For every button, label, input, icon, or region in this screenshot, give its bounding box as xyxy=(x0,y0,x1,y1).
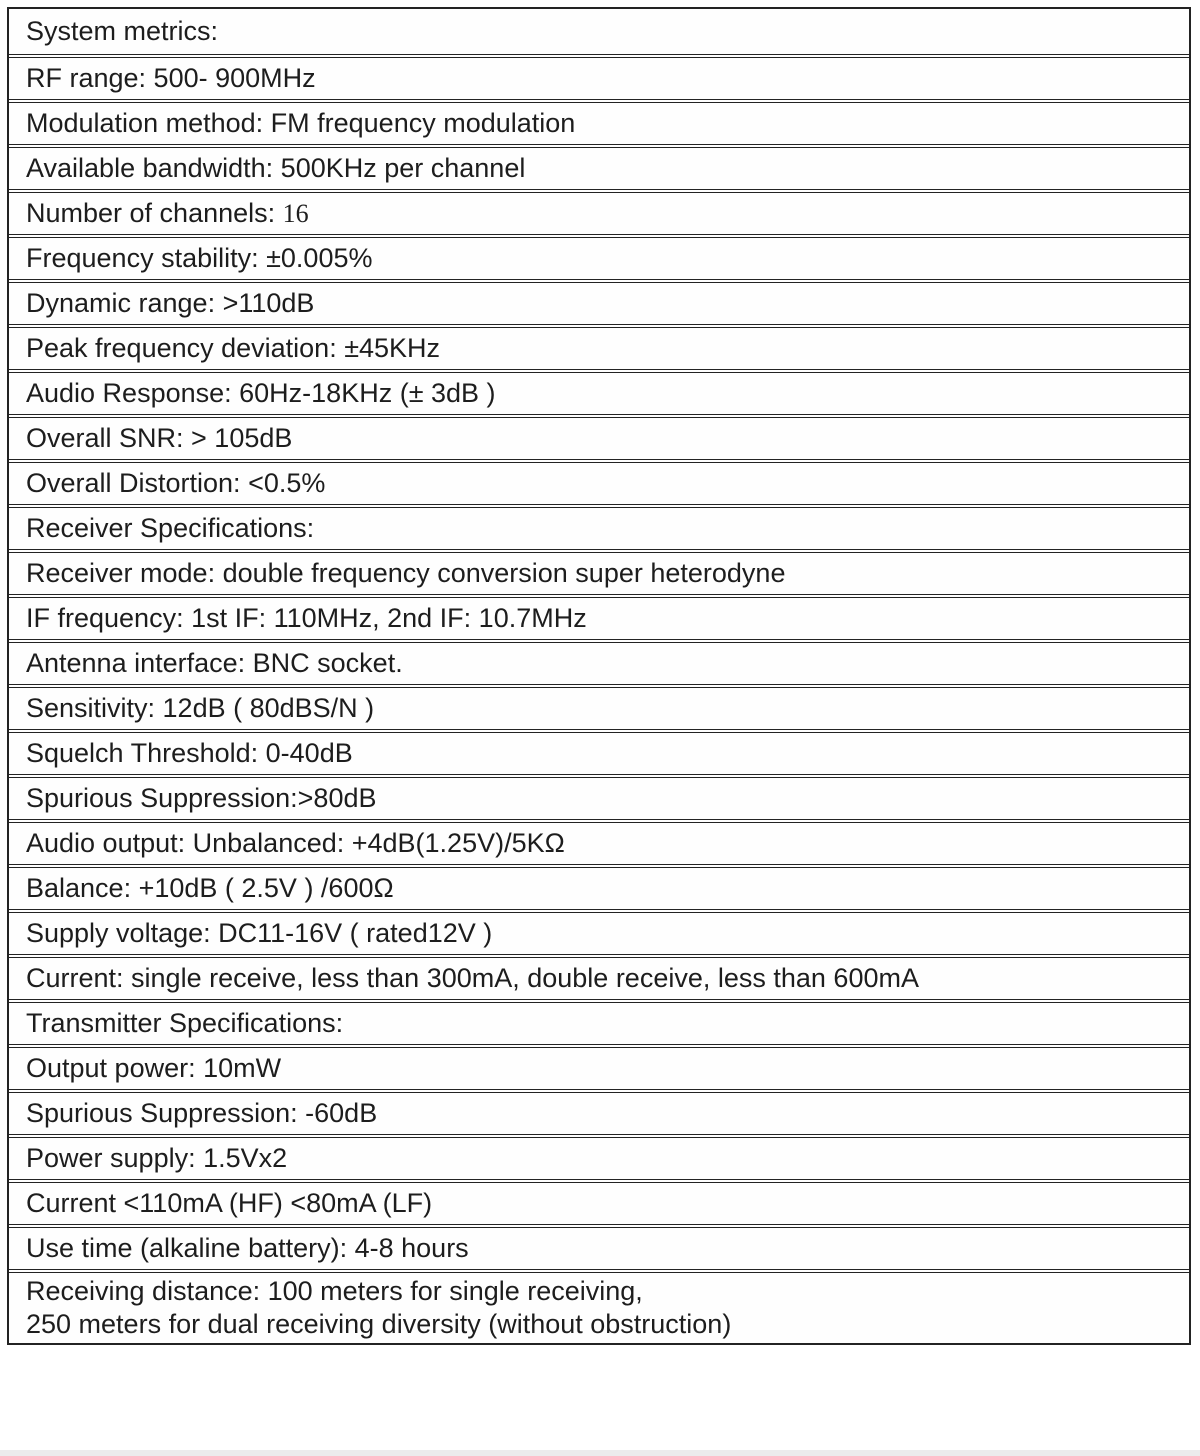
spec-text-line xyxy=(26,557,1177,590)
spec-text-segment: Frequency stability: ±0.005% xyxy=(26,243,373,273)
spec-text-line xyxy=(26,1232,1177,1265)
row-supply-voltage xyxy=(9,909,1189,954)
spec-text-segment: Receiver mode: double frequency conversion super heterodyne xyxy=(26,558,786,588)
spec-text-line xyxy=(26,152,1177,185)
spec-text-segment: Squelch Threshold: 0-40dB xyxy=(26,738,353,768)
row-transmitter-specifications xyxy=(9,999,1189,1044)
row-sensitivity xyxy=(9,684,1189,729)
spec-text-segment: Available bandwidth: 500KHz per channel xyxy=(26,153,526,183)
spec-text-segment: Balance: +10dB ( 2.5V ) /600Ω xyxy=(26,873,394,903)
row-current-transmitter xyxy=(9,1179,1189,1224)
spec-text-segment: IF frequency: 1st IF: 110MHz, 2nd IF: 10.7MHz xyxy=(26,603,587,633)
row-current-receiver xyxy=(9,954,1189,999)
spec-text-line xyxy=(26,1007,1177,1040)
row-spurious-suppression-rx xyxy=(9,774,1189,819)
spec-text-line xyxy=(26,647,1177,680)
row-overall-snr xyxy=(9,414,1189,459)
spec-text-segment: Spurious Suppression: -60dB xyxy=(26,1098,378,1128)
spec-text-line xyxy=(26,377,1177,410)
spec-text-segment: Modulation method: FM frequency modulation xyxy=(26,108,576,138)
row-number-of-channels xyxy=(9,189,1189,234)
spec-text-line xyxy=(26,1275,1177,1308)
spec-text-segment: Audio Response: 60Hz-18KHz (± 3dB ) xyxy=(26,378,496,408)
row-use-time xyxy=(9,1224,1189,1269)
row-antenna-interface xyxy=(9,639,1189,684)
row-overall-distortion xyxy=(9,459,1189,504)
row-audio-output xyxy=(9,819,1189,864)
spec-table xyxy=(7,7,1191,1345)
spec-text-segment: Current <110mA (HF) <80mA (LF) xyxy=(26,1188,433,1218)
row-receiver-mode xyxy=(9,549,1189,594)
spec-text-line xyxy=(26,872,1177,905)
row-frequency-stability xyxy=(9,234,1189,279)
spec-text-line xyxy=(26,287,1177,320)
row-power-supply xyxy=(9,1134,1189,1179)
spec-text-line xyxy=(26,962,1177,995)
spec-text-segment: Sensitivity: 12dB ( 80dBS/N ) xyxy=(26,693,375,723)
spec-text-line xyxy=(26,1142,1177,1175)
spec-text-segment: Power supply: 1.5Vx2 xyxy=(26,1143,288,1173)
row-available-bandwidth xyxy=(9,144,1189,189)
spec-text-line xyxy=(26,422,1177,455)
row-balance xyxy=(9,864,1189,909)
spec-text-segment: Spurious Suppression:>80dB xyxy=(26,783,377,813)
spec-text-line xyxy=(26,62,1177,95)
spec-text-line xyxy=(26,15,1177,48)
spec-text-segment: Overall Distortion: <0.5% xyxy=(26,468,326,498)
spec-text-segment: 250 meters for dual receiving diversity (without obstruction) xyxy=(26,1309,732,1339)
spec-text-line xyxy=(26,197,1177,230)
spec-text-line xyxy=(26,1097,1177,1130)
spec-text-line xyxy=(26,737,1177,770)
spec-text-segment: Use time (alkaline battery): 4-8 hours xyxy=(26,1233,469,1263)
row-rf-range xyxy=(9,54,1189,99)
row-receiver-specifications xyxy=(9,504,1189,549)
spec-text-line xyxy=(26,332,1177,365)
spec-text-line xyxy=(26,242,1177,275)
spec-text-segment: Transmitter Specifications: xyxy=(26,1008,344,1038)
row-audio-response xyxy=(9,369,1189,414)
spec-text-segment: Current: single receive, less than 300mA, double receive, less than 600mA xyxy=(26,963,919,993)
row-squelch-threshold xyxy=(9,729,1189,774)
spec-text-line xyxy=(26,692,1177,725)
spec-value-serif: 16 xyxy=(282,199,309,228)
row-receiving-distance xyxy=(9,1269,1189,1343)
row-spurious-suppression-tx xyxy=(9,1089,1189,1134)
row-if-frequency xyxy=(9,594,1189,639)
spec-text-line xyxy=(26,512,1177,545)
spec-text-line xyxy=(26,467,1177,500)
spec-text-line xyxy=(26,1052,1177,1085)
spec-text-line xyxy=(26,782,1177,815)
spec-text-line xyxy=(26,827,1177,860)
spec-text-line xyxy=(26,107,1177,140)
row-output-power xyxy=(9,1044,1189,1089)
spec-text-segment: Receiving distance: 100 meters for single receiving, xyxy=(26,1276,643,1306)
spec-text-segment: RF range: 500- 900MHz xyxy=(26,63,316,93)
spec-text-segment: Overall SNR: > 105dB xyxy=(26,423,293,453)
row-modulation-method xyxy=(9,99,1189,144)
spec-text-segment: Dynamic range: >110dB xyxy=(26,288,315,318)
spec-text-segment: System metrics: xyxy=(26,16,219,46)
spec-text-segment: Receiver Specifications: xyxy=(26,513,315,543)
spec-text-segment: Audio output: Unbalanced: +4dB(1.25V)/5KΩ xyxy=(26,828,565,858)
row-dynamic-range xyxy=(9,279,1189,324)
spec-text-segment: Number of channels: xyxy=(26,198,283,228)
row-system-metrics xyxy=(9,9,1189,54)
row-peak-frequency-deviation xyxy=(9,324,1189,369)
spec-text-segment: Supply voltage: DC11-16V ( rated12V ) xyxy=(26,918,493,948)
spec-text-segment: Peak frequency deviation: ±45KHz xyxy=(26,333,441,363)
spec-text-line xyxy=(26,1308,1177,1341)
scan-edge-strip xyxy=(0,1450,1200,1456)
spec-text-line xyxy=(26,602,1177,635)
spec-text-line xyxy=(26,917,1177,950)
spec-text-segment: Antenna interface: BNC socket. xyxy=(26,648,403,678)
spec-text-segment: Output power: 10mW xyxy=(26,1053,282,1083)
spec-text-line xyxy=(26,1187,1177,1220)
